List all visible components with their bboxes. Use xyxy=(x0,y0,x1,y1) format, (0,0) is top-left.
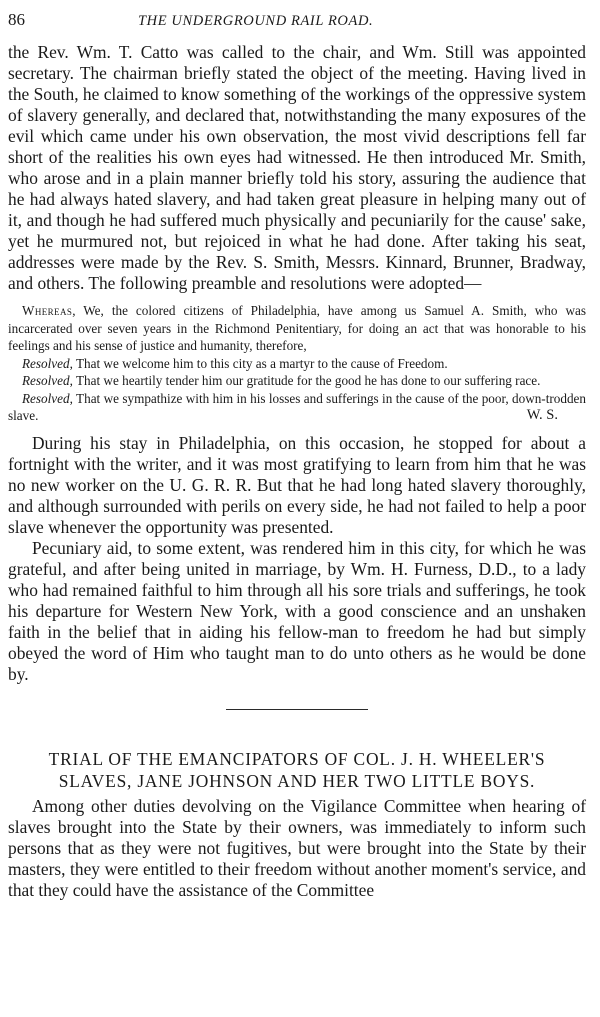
page-number: 86 xyxy=(8,10,25,29)
paragraph-vigilance-committee: Among other duties devolving on the Vigilance Committee when hearing of slaves brought into the State by their owners, was immediately to inform such persons that as they were not fugitives, but were brought into the State by their masters, they were entitled to their freedom without another moment's service, and that they could have the assistance of the Committee xyxy=(8,795,586,900)
section-divider xyxy=(226,709,368,710)
running-head xyxy=(8,10,586,36)
resolutions-block xyxy=(8,302,586,425)
section-heading xyxy=(8,748,586,792)
running-title: THE UNDERGROUND RAIL ROAD. xyxy=(138,13,374,29)
resolved-label: Resolved xyxy=(22,390,70,406)
section-heading-line: SLAVES, JANE JOHNSON AND HER TWO LITTLE BOYS. xyxy=(58,770,536,791)
resolved-label: Resolved xyxy=(22,373,70,388)
resolution-text: , That we welcome him to this city as a martyr to the cause of Freedom. xyxy=(69,355,448,371)
resolution-text: , That we sympathize with him in his losses and sufferings in the cause of the poor, down-trodden slave. xyxy=(8,390,586,423)
whereas-label: Whereas xyxy=(22,303,73,318)
resolution-item xyxy=(8,390,586,425)
resolved-label: Resolved xyxy=(22,355,70,371)
paragraph-pecuniary-aid: Pecuniary aid, to some extent, was rendered him in this city, for which he was grateful, and after being united in marriage, by Wm. H. Furness, D.D., to a lady who had remained faithful to him through all his sore trials and sufferings, he took his departure for Western New York, with a good conscience and an unshaken faith in the belief that in aiding his fellow-man to freedom he had but simply obeyed the word of Him who taught man to do unto others as he would be done by. xyxy=(8,537,586,684)
paragraph-philadelphia-stay: During his stay in Philadelphia, on this occasion, he stopped for about a fortnight with the writer, and it was most gratifying to learn from him that he was no new worker on the U. G. R. R. But that he had long hated slavery thoroughly, and although surrounded with perils on every side, he had not failed to help a poor slave whenever the opportunity was presented. xyxy=(8,432,586,537)
resolution-text: , That we heartily tender him our gratitude for the good he has done to our suffering race. xyxy=(69,373,541,388)
paragraph-meeting: the Rev. Wm. T. Catto was called to the chair, and Wm. Still was appointed secretary. The chairman briefly stated the object of the meeting. Having lived in the South, he claimed to know something of the workings of the oppressive system of slavery generally, and declared that, notwithstanding the many exposures of the evil which came under his own observation, the most vivid descriptions fell far short of the realities his own eyes had witnessed. He then introduced Mr. Smith, who arose and in a plain manner briefly told his story, assuring the audience that he had always hated slavery, and had taken great pleasure in helping many out of it, and though he had suffered much physically and pecuniarily for the cause' sake, yet he murmured not, but rejoiced in what he had done. After taking his seat, addresses were made by the Rev. S. Smith, Messrs. Kinnard, Brunner, Bradway, and others. The following preamble and resolutions were adopted— xyxy=(8,42,586,293)
resolution-item xyxy=(8,372,586,390)
whereas-clause xyxy=(8,302,586,355)
whereas-text: , We, the colored citizens of Philadelphia, have among us Samuel A. Smith, who was incarcerated over seven years in the Richmond Penitentiary, for doing an act that was honorable to his feelings and his sense of justice and humanity, therefore, xyxy=(8,303,586,353)
signature-initials: W. S. xyxy=(526,407,558,423)
section-heading-line: TRIAL OF THE EMANCIPATORS OF COL. J. H. WHEELER'S xyxy=(48,748,546,769)
resolution-item xyxy=(8,355,586,373)
